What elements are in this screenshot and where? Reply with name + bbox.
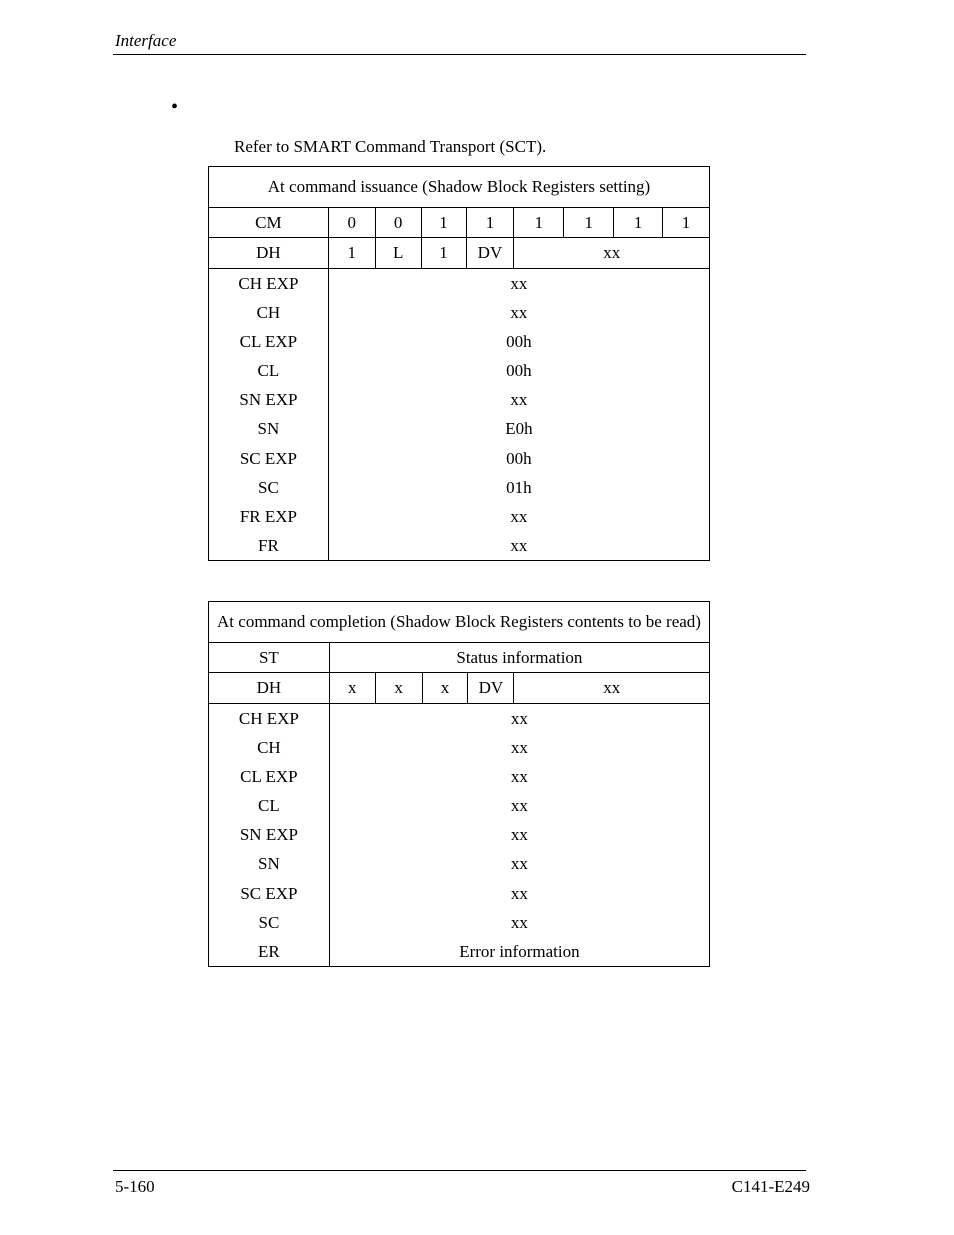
intro-text: Refer to SMART Command Transport (SCT). (234, 137, 547, 156)
dh-bit-6: x (375, 673, 422, 704)
register-label: SC EXP (240, 883, 298, 903)
register-value: xx (510, 854, 528, 874)
dh-bit-5: 1 (421, 238, 466, 269)
register-value: xx (510, 535, 528, 555)
register-value: 00h (506, 332, 532, 352)
st-label: ST (209, 643, 330, 673)
register-value: 01h (506, 477, 532, 497)
cm-bit-7: 0 (328, 208, 375, 238)
register-value: xx (510, 796, 528, 816)
register-label: SN (258, 854, 280, 874)
register-value: xx (510, 825, 528, 845)
completion-register-table (208, 601, 710, 967)
register-value: 00h (506, 361, 532, 381)
register-label: FR (258, 535, 279, 555)
register-label: CL (257, 361, 280, 381)
cm-bit-6: 0 (375, 208, 421, 238)
register-value: xx (510, 303, 528, 323)
register-label: SN (257, 419, 280, 439)
cm-row (209, 208, 710, 238)
register-label: SC EXP (239, 448, 297, 468)
register-label: CL EXP (239, 332, 298, 352)
dh-label: DH (209, 238, 329, 269)
register-values (329, 704, 709, 967)
register-value: xx (510, 767, 528, 787)
register-value: xx (510, 883, 528, 903)
register-value: xx (510, 274, 528, 293)
document-number: C141-E249 (731, 1177, 810, 1196)
dh-row (209, 238, 710, 269)
issuance-register-table (208, 166, 710, 561)
register-label: SC (258, 477, 279, 497)
dh-bit-7: x (329, 673, 375, 704)
dh-bit-6: L (375, 238, 421, 269)
register-label: CH EXP (238, 709, 299, 728)
register-value: Error information (459, 941, 580, 961)
header-title: Interface (115, 31, 177, 50)
page-footer (113, 1170, 810, 1201)
register-label: SN EXP (239, 825, 298, 845)
register-value: xx (510, 506, 528, 526)
dh-bit-4: DV (466, 238, 514, 269)
register-value: E0h (505, 419, 533, 439)
table1-title: At command issuance (Shadow Block Registers setting) (209, 167, 710, 208)
cm-bit-1: 1 (614, 208, 663, 238)
dh-row (209, 673, 710, 704)
register-value: xx (510, 738, 528, 758)
register-values (328, 269, 709, 561)
register-label: CL EXP (240, 767, 298, 787)
bullet-point: • (171, 96, 179, 118)
register-label: ER (258, 941, 280, 961)
cm-bit-3: 1 (514, 208, 564, 238)
dh-bit-7: 1 (328, 238, 375, 269)
register-value: xx (510, 390, 528, 410)
register-value: xx (510, 709, 528, 728)
register-label: CH EXP (238, 274, 299, 293)
dh-label: DH (209, 673, 330, 704)
register-value: xx (510, 912, 528, 932)
dh-rest: xx (514, 673, 710, 704)
dh-bit-5: x (422, 673, 468, 704)
table2-title: At command completion (Shadow Block Registers contents to be read) (209, 602, 710, 643)
register-label: CH (257, 738, 281, 758)
register-label: FR EXP (239, 506, 297, 526)
register-label: SN EXP (239, 390, 298, 410)
st-row (209, 643, 710, 673)
register-label: CL (258, 796, 280, 816)
register-label: CH (256, 303, 281, 323)
st-value: Status information (329, 643, 709, 673)
register-label: SC (258, 912, 280, 932)
cm-bit-0: 1 (663, 208, 710, 238)
cm-label: CM (209, 208, 329, 238)
dh-bit-4: DV (468, 673, 514, 704)
page-number: 5-160 (115, 1177, 155, 1196)
cm-bit-2: 1 (564, 208, 614, 238)
cm-bit-5: 1 (421, 208, 466, 238)
dh-rest: xx (514, 238, 710, 269)
register-labels (209, 704, 330, 967)
page-header (113, 30, 806, 55)
register-value: 00h (506, 448, 532, 468)
cm-bit-4: 1 (466, 208, 514, 238)
register-labels (209, 269, 329, 561)
